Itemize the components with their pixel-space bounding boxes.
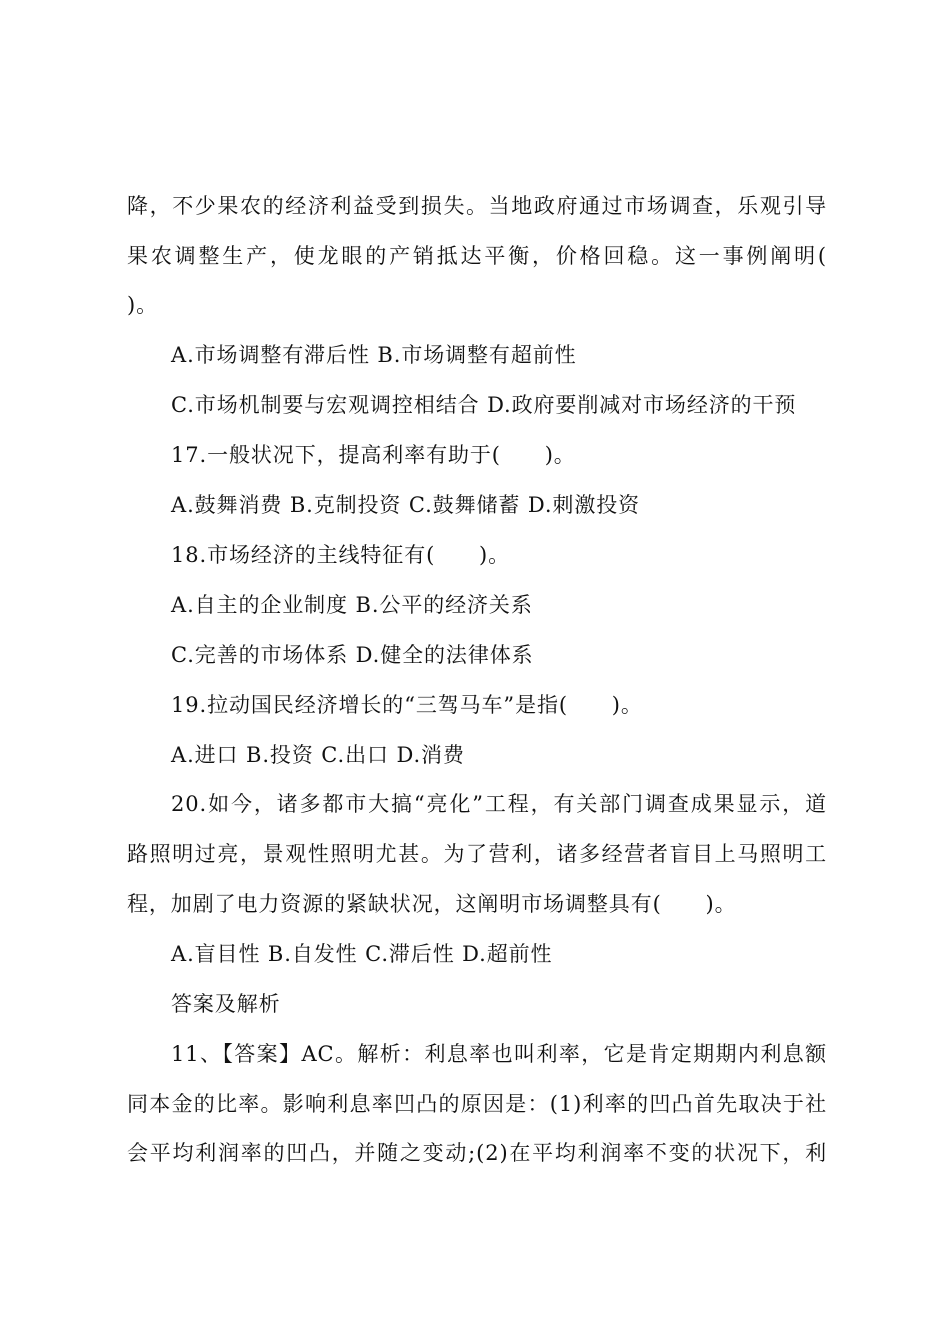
answer-11-line: 会平均利润率的凹凸，并随之变动;(2)在平均利润率不变的状况下，利 (127, 1141, 827, 1165)
answer-11-line: 同本金的比率。影响利息率凹凸的原因是：(1)利率的凹凸首先取决于社 (127, 1092, 827, 1116)
question-18-options-ab: A.自主的企业制度 B.公平的经济关系 (171, 593, 533, 617)
question-19: 19.拉动国民经济增长的“三驾马车”是指( )。 (171, 693, 643, 717)
answer-11-line: 11、【答案】AC。解析：利息率也叫利率，它是肯定期期内利息额 (171, 1042, 827, 1066)
question-20-line: 20.如今，诸多都市大搞“亮化”工程，有关部门调查成果显示，道 (171, 792, 827, 816)
question-16-continuation-line: )。 (127, 293, 158, 317)
answers-heading: 答案及解析 (171, 992, 281, 1016)
question-16-continuation-line: 果农调整生产，使龙眼的产销抵达平衡，价格回稳。这一事例阐明( (127, 244, 827, 268)
question-18-options-cd: C.完善的市场体系 D.健全的法律体系 (171, 643, 534, 667)
question-20-line: 程，加剧了电力资源的紧缺状况，这阐明市场调整具有( )。 (127, 892, 737, 916)
question-20-options: A.盲目性 B.自发性 C.滞后性 D.超前性 (171, 942, 553, 966)
question-20-line: 路照明过亮，景观性照明尤甚。为了营利，诸多经营者盲目上马照明工 (127, 842, 827, 866)
question-16-options-cd: C.市场机制要与宏观调控相结合 D.政府要削减对市场经济的干预 (171, 393, 797, 417)
question-17: 17.一般状况下，提高利率有助于( )。 (171, 443, 576, 467)
question-18: 18.市场经济的主线特征有( )。 (171, 543, 510, 567)
question-16-continuation-line: 降，不少果农的经济利益受到损失。当地政府通过市场调查，乐观引导 (127, 194, 827, 218)
question-19-options: A.进口 B.投资 C.出口 D.消费 (171, 743, 465, 767)
question-17-options: A.鼓舞消费 B.克制投资 C.鼓舞储蓄 D.刺激投资 (171, 493, 641, 517)
question-16-options-ab: A.市场调整有滞后性 B.市场调整有超前性 (171, 343, 577, 367)
